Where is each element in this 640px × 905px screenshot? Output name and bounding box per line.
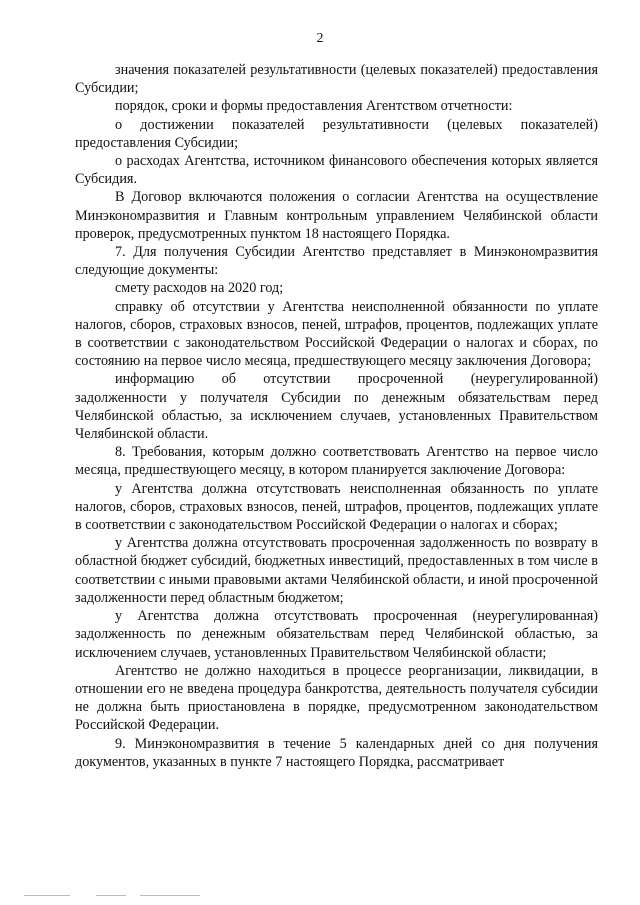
paragraph: у Агентства должна отсутствовать просроченная (неурегулированная) задолженность по денежным обязательствам перед Челябинской областью, за исключением случаев, установленных Правительством Челябинской области; (75, 608, 598, 661)
paragraph: информацию об отсутствии просроченной (неурегулированной) задолженности у получателя Субсидии по денежным обязательствам перед Челябинской областью, за исключением случаев, установленных Правительством Челябинской области. (75, 371, 598, 443)
paragraph: значения показателей результативности (целевых показателей) предоставления Субсидии; (75, 62, 598, 97)
paragraph: порядок, сроки и формы предоставления Агентством отчетности: (115, 98, 513, 115)
scan-mark (140, 895, 200, 896)
paragraph: у Агентства должна отсутствовать неисполненная обязанность по уплате налогов, сборов, страховых взносов, пеней, штрафов, процентов, подлежащих уплате в соответствии с законодательством Российской Федерации о налогах и сборах; (75, 480, 598, 534)
paragraph: смету расходов на 2020 год; (115, 280, 284, 297)
paragraph: о достижении показателей результативности (целевых показателей) предоставления Субсидии; (75, 116, 598, 151)
scan-edge-marks (0, 895, 640, 899)
scan-mark (24, 895, 70, 896)
paragraph: у Агентства должна отсутствовать просроченная задолженность по возврату в областной бюджет субсидий, бюджетных инвестиций, предоставленных в том числе в соответствии с иными правовыми актами Челябинской области, и иной просроченной задолженности перед областным бюджетом; (75, 535, 598, 606)
paragraph: Агентство не должно находиться в процессе реорганизации, ликвидации, в отношении его не введена процедура банкротства, деятельность получателя субсидии не должна быть приостановлена в порядке, предусмотренном законодательством Российской Федерации. (75, 662, 598, 734)
paragraph: В Договор включаются положения о согласии Агентства на осуществление Минэкономразвития и Главным контрольным управлением Челябинской области проверок, предусмотренных пунктом 18 настоящего Порядка. (75, 189, 598, 242)
paragraph: 7. Для получения Субсидии Агентство представляет в Минэкономразвития следующие документы: (75, 244, 598, 279)
page-number: 2 (316, 31, 324, 46)
document-body (75, 61, 598, 771)
scan-mark (96, 895, 126, 896)
paragraph: 8. Требования, которым должно соответствовать Агентство на первое число месяца, предшествующего месяцу, в котором планируется заключение Договора: (75, 444, 598, 479)
paragraph: 9. Минэкономразвития в течение 5 календарных дней со дня получения документов, указанных в пункте 7 настоящего Порядка, рассматривает (75, 735, 598, 770)
paragraph: о расходах Агентства, источником финансового обеспечения которых является Субсидия. (75, 153, 598, 188)
paragraph: справку об отсутствии у Агентства неисполненной обязанности по уплате налогов, сборов, страховых взносов, пеней, штрафов, процентов, подлежащих уплате в соответствии с законодательством Российской Федерации о налогах и сборах, по состоянию на первое число месяца, предшествующего месяцу заключения Договора; (75, 298, 598, 370)
